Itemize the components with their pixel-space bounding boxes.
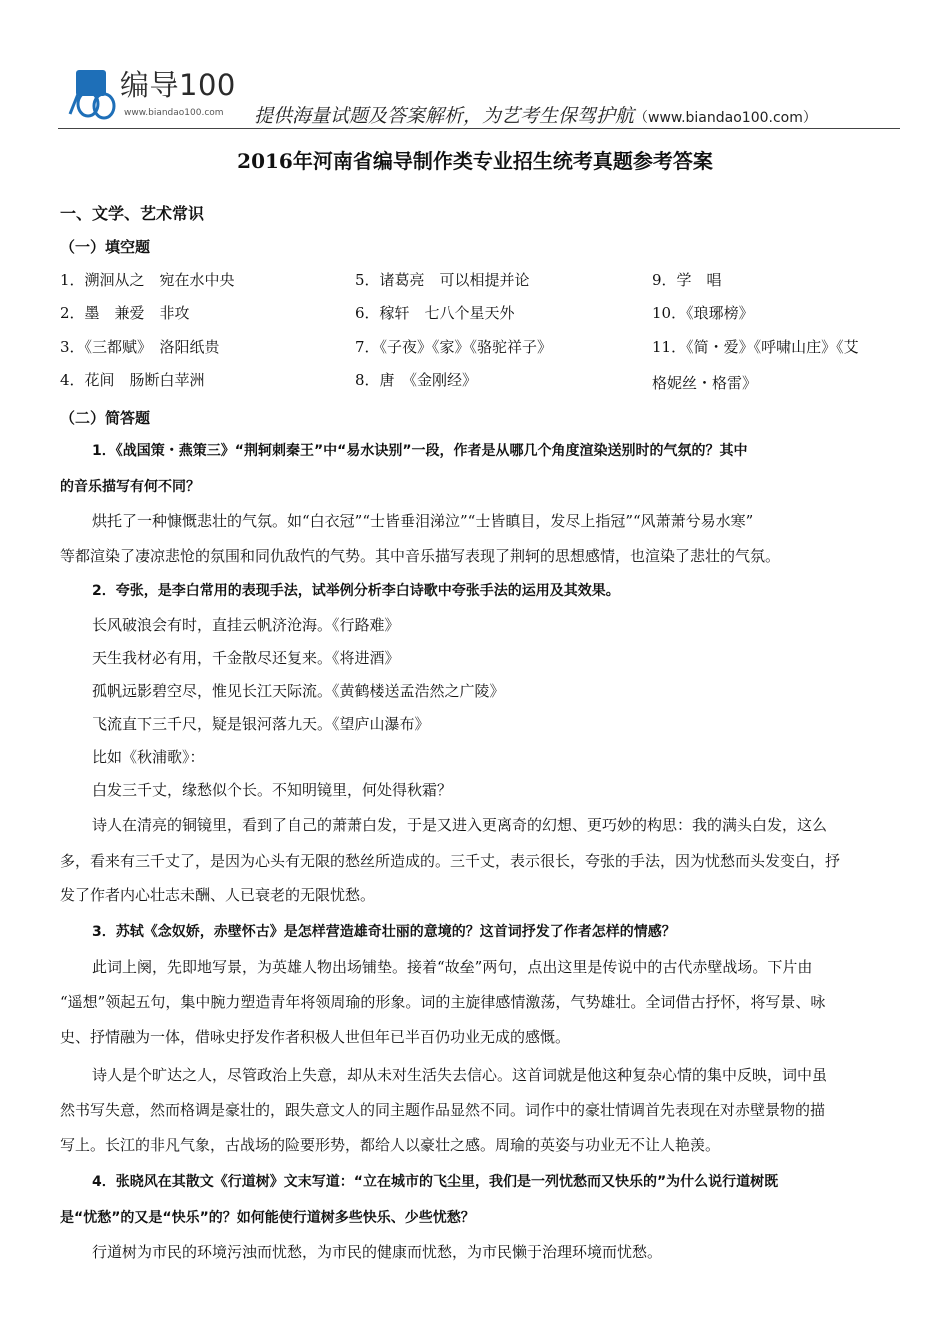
question-2: 2．夸张，是李白常用的表现手法，试举例分析李白诗歌中夸张手法的运用及其效果。 [92,583,620,599]
answer-1-line: 等都渲染了凄凉悲怆的氛围和同仇敌忾的气势。其中音乐描写表现了荆轲的思想感情，也渲染了悲壮的气氛。 [60,547,781,565]
answer-2-line: 白发三千丈，缘愁似个长。不知明镜里，何处得秋霜？ [92,781,453,799]
answer-1-line: 烘托了一种慷慨悲壮的气氛。如“白衣冠”“士皆垂泪涕泣”“士皆瞋目，发尽上指冠”“风萧萧兮易水寒” [92,512,754,530]
answer-3-line: 诗人是个旷达之人，尽管政治上失意，却从未对生活失去信心。这首词就是他这种复杂心情的集中反映，词中虽 [92,1066,828,1084]
slogan-text: 提供海量试题及答案解析，为艺考生保驾护航 [254,105,635,127]
answer-3-line: “遥想”领起五句，集中腕力塑造青年将领周瑜的形象。词的主旋律感情激荡，气势雄壮。全词借古抒怀，将写景、咏 [60,993,826,1011]
fill-answer-5: 5．诸葛亮 可以相提并论 [355,271,530,289]
logo-text: 编导100 [120,68,236,102]
site-header [58,66,900,130]
logo-100-icon [66,68,120,122]
fill-answer-7: 7．《子夜》《家》《骆驼祥子》 [355,338,553,356]
fill-answer-4: 4．花间 肠断白苹洲 [60,371,205,389]
fill-answer-11-cont: 格妮丝・格雷》 [652,374,758,392]
answer-3-line: 写上。长江的非凡气象，古战场的险要形势，都给人以豪壮之感。周瑜的英姿与功业无不让人艳羡。 [60,1136,721,1154]
fill-answer-9: 9．学 唱 [652,271,722,289]
answer-2-line: 发了作者内心壮志未酬、人已衰老的无限忧愁。 [60,886,376,904]
answer-2-line: 诗人在清亮的铜镜里，看到了自己的萧萧白发，于是又进入更离奇的幻想、更巧妙的构思：我的满头白发，这么 [92,816,828,834]
fill-answer-3: 3．《三都赋》 洛阳纸贵 [60,338,220,356]
question-3: 3．苏轼《念奴娇，赤壁怀古》是怎样营造雄奇壮丽的意境的？这首词抒发了作者怎样的情感？ [92,924,676,940]
answer-2-line: 飞流直下三千尺，疑是银河落九天。《望庐山瀑布》 [92,715,430,733]
fill-answer-11: 11．《简・爱》《呼啸山庄》《艾 [652,338,859,356]
header-divider [58,128,900,129]
answer-4-line: 行道树为市民的环境污浊而忧愁，为市民的健康而忧愁，为市民懒于治理环境而忧愁。 [92,1243,663,1261]
subsection-heading-short-answer: （二）简答题 [60,409,151,427]
answer-2-line: 天生我材必有用，千金散尽还复来。《将进酒》 [92,649,400,667]
fill-answer-1: 1．溯洄从之 宛在水中央 [60,271,235,289]
answer-3-line: 史、抒情融为一体，借咏史抒发作者积极人世但年已半百仍功业无成的感慨。 [60,1028,571,1046]
fill-answer-2: 2．墨 兼爱 非攻 [60,304,190,322]
subsection-heading-fill: （一）填空题 [60,238,151,256]
question-4: 4．张晓风在其散文《行道树》文末写道：“立在城市的飞尘里，我们是一列忧愁而又快乐的”为什么说行道树既 [92,1174,779,1190]
answer-2-line: 比如《秋浦歌》： [92,748,205,766]
question-1: 1．《战国策・燕策三》“荆轲刺秦王”中“易水诀别”一段，作者是从哪几个角度渲染送别时的气氛的？其中 [92,443,748,459]
logo-url: www.biandao100.com [124,108,224,118]
header-slogan [254,104,817,130]
answer-3-line: 此词上阕，先即地写景，为英雄人物出场铺垫。接着“故垒”两句，点出这里是传说中的古代赤壁战场。下片由 [92,958,813,976]
slogan-url[interactable]: （www.biandao100.com） [634,110,817,126]
answer-2-line: 多，看来有三千丈了，是因为心头有无限的愁丝所造成的。三千丈，表示很长，夸张的手法，因为忧愁而头发变白，抒 [60,852,841,870]
fill-answer-8: 8．唐 《金刚经》 [355,371,478,389]
fill-answer-10: 10．《琅琊榜》 [652,304,754,322]
question-1-cont: 的音乐描写有何不同？ [60,479,200,495]
answer-2-line: 长风破浪会有时，直挂云帆济沧海。《行路难》 [92,616,400,634]
answer-2-line: 孤帆远影碧空尽，惟见长江天际流。《黄鹤楼送孟浩然之广陵》 [92,682,505,700]
page-title: 2016年河南省编导制作类专业招生统考真题参考答案 [237,149,713,173]
fill-answer-6: 6．稼轩 七八个星天外 [355,304,515,322]
question-4-cont: 是“忧愁”的又是“快乐”的？如何能使行道树多些快乐、少些忧愁？ [60,1210,475,1226]
answer-3-line: 然书写失意，然而格调是豪壮的，跟失意文人的同主题作品显然不同。词作中的豪壮情调首先表现在对赤壁景物的描 [60,1101,826,1119]
section-heading: 一、文学、艺术常识 [60,204,205,223]
